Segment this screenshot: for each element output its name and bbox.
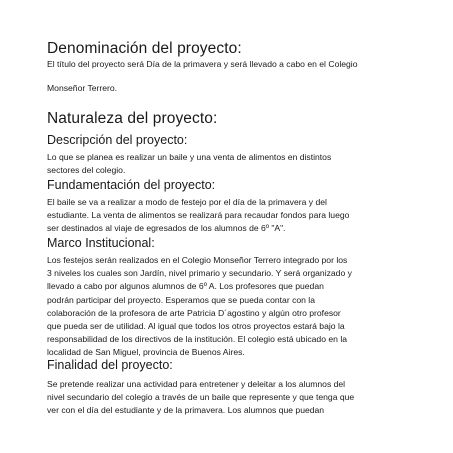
fundamentacion-heading: Fundamentación del proyecto: (47, 178, 216, 192)
paragraph-line: llevado a cabo por algunos alumnos de 6º A. Los profesores que puedan (47, 281, 324, 292)
paragraph-line: Los festejos serán realizados en el Colegio Monseñor Terrero integrado por los (47, 255, 348, 265)
marco-heading: Marco Institucional: (47, 236, 155, 250)
paragraph-line: que pueda ser de utilidad. Al igual que todos los otros proyectos estará bajo la (47, 321, 345, 332)
paragraph-line: responsabilidad de los directivos de la institución. El colegio está ubicado en la (47, 334, 348, 345)
finalidad-heading: Finalidad del proyecto: (47, 358, 173, 372)
paragraph-line: localidad de San Miguel, provincia de Buenos Aires. (47, 347, 245, 358)
descripcion-paragraph (47, 151, 331, 177)
paragraph-line: El título del proyecto será Día de la primavera y será llevado a cabo en el Colegio (47, 59, 358, 69)
paragraph-line: podrán participar del proyecto. Esperamos que se pueda contar con la (47, 294, 316, 305)
paragraph-line: estudiante. La venta de alimentos se realizará para recaudar fondos para luego (47, 210, 350, 221)
paragraph-line: ver con el día del estudiante y de la primavera. Los alumnos que puedan (47, 405, 325, 416)
paragraph-line: ser destinados al viaje de egresados de los alumnos de 6º "A". (47, 223, 286, 234)
paragraph-line: nivel secundario del colegio a través de un baile que represente y que tenga que (47, 392, 355, 403)
denominacion-heading: Denominación del proyecto: (47, 40, 242, 57)
paragraph-line: El baile se va a realizar a modo de festejo por el día de la primavera y del (47, 197, 327, 207)
finalidad-paragraph (47, 378, 354, 418)
denominacion-paragraph (47, 58, 358, 95)
naturaleza-heading: Naturaleza del proyecto: (47, 110, 218, 127)
paragraph-line: Monseñor Terrero. (47, 83, 118, 94)
paragraph-line: 3 niveles los cuales son Jardín, nivel primario y secundario. Y será organizado y (47, 268, 352, 279)
paragraph-line: Lo que se planea es realizar un baile y una venta de alimentos en distintos (47, 152, 332, 162)
marco-paragraph (47, 254, 352, 360)
paragraph-line: colaboración de la profesora de arte Patricia D´agostino y algún otro profesor (47, 307, 341, 318)
descripcion-heading: Descripción del proyecto: (47, 133, 188, 147)
paragraph-line: sectores del colegio. (47, 165, 126, 176)
paragraph-line: Se pretende realizar una actividad para entretener y deleitar a los alumnos del (47, 379, 346, 389)
fundamentacion-paragraph (47, 196, 349, 236)
